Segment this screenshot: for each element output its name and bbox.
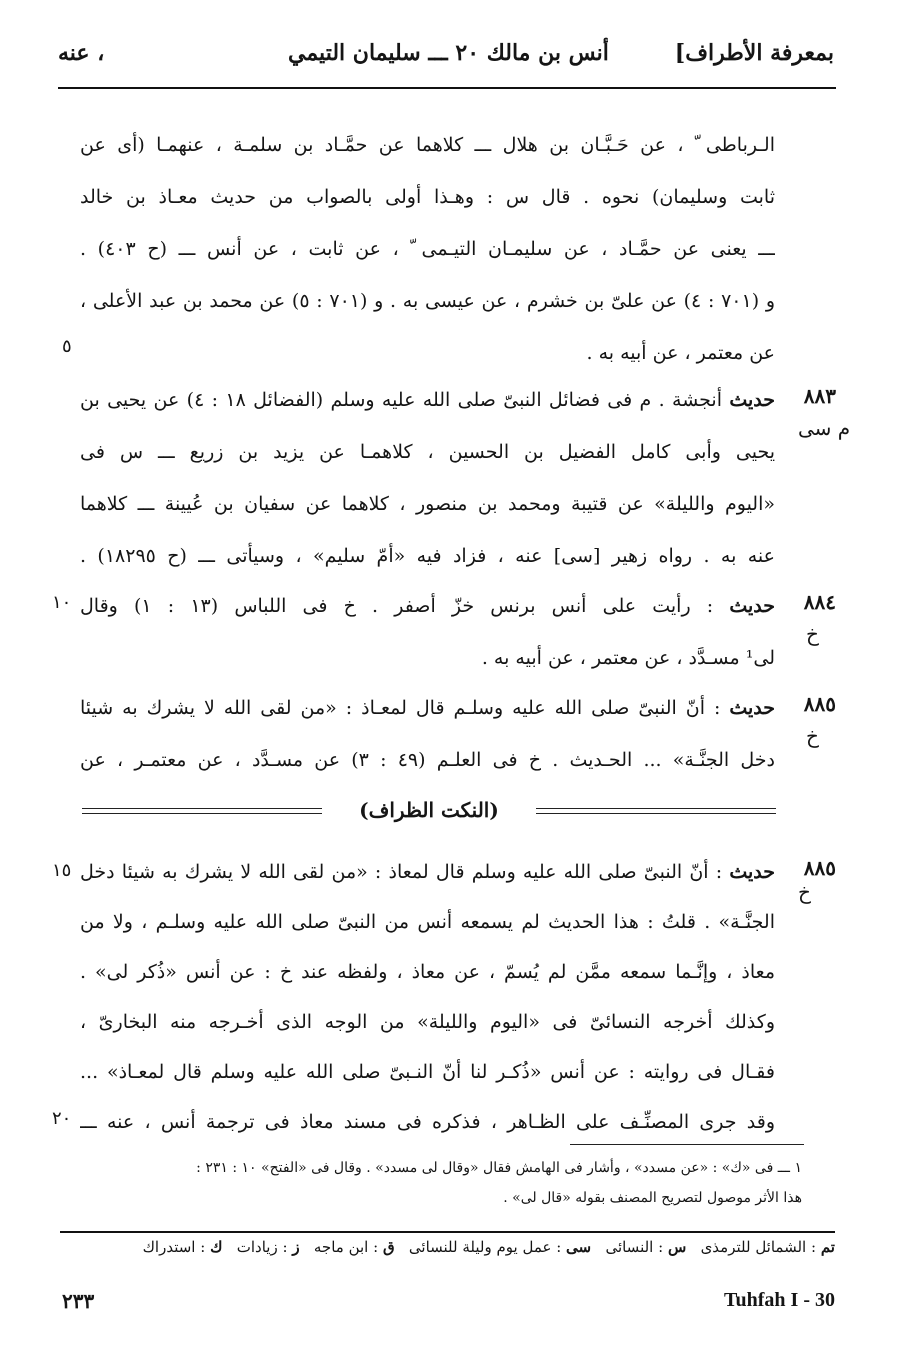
text-line: «اليوم والليلة» عن قتيبة ومحمد بن منصور ، كلاهما عن سفيان بن عُيينة ـــ كلاهما — [80, 493, 775, 515]
page-number: ٢٣٣ — [62, 1289, 95, 1313]
hadith-number: ٨٨٥ — [803, 692, 836, 716]
volume-reference: Tuhfah I - 30 — [724, 1289, 835, 1311]
running-head-suffix: ، عنه — [58, 40, 105, 66]
section-title: (النكت الظراف) — [359, 798, 499, 822]
text-line — [80, 688, 775, 728]
text-line: الـرباطى ّ ، عن حَـبَّـان بن هلال ـــ كلاهما عن حمَّـاد بن سلمـة ، عنهمـا (أى عن — [80, 134, 775, 156]
text-line: عنه به . رواه زهير [سى] عنه ، فزاد فيه «أمّ سليم» ، وسيأتى ـــ (ح ١٨٢٩٥) . — [80, 545, 775, 567]
hadith-siglum: خ — [798, 880, 811, 904]
hadith-siglum: خ — [806, 622, 819, 646]
legend-value: : زيادات — [236, 1238, 288, 1256]
hadith-siglum: م سى — [798, 416, 851, 440]
legend-key: س — [667, 1238, 687, 1256]
footnote-line: ١ ـــ فى «ك» : «عن مسدد» ، وأشار فى الهامش فقال «وقال لى مسدد» . وقال فى «الفتح» ١٠ : ٢٣١ : — [196, 1160, 802, 1176]
legend-key: سى — [566, 1238, 592, 1256]
footnote-line: هذا الأثر موصول لتصريح المصنف بقوله «قال لى» . — [503, 1190, 802, 1206]
legend-value: : استدراك — [142, 1238, 206, 1256]
hadith-text: : أنّ النبىّ صلى الله عليه وسلم قال لمعاذ : «من لقى الله لا يشرك به شيئا دخل — [80, 861, 730, 883]
hadith-lead: حديث — [729, 389, 775, 411]
text-line: دخل الجنَّـة» ... الحـديث . خ فى العلـم (٤٩ : ٣) عن مسـدَّد ، عن معتمـر ، عن — [80, 749, 775, 771]
text-line — [80, 852, 775, 892]
legend-key: ك — [210, 1238, 223, 1256]
margin-line-number: ٥ — [62, 336, 72, 357]
running-head-musnad: أنس بن مالك ٢٠ ـــ سليمان التيمي — [288, 40, 609, 66]
sigla-legend — [60, 1238, 835, 1256]
margin-line-number: ١٠ — [52, 592, 72, 613]
text-line — [80, 380, 775, 420]
text-line: و (٧٠١ : ٤) عن علىّ بن خشرم ، عن عيسى به . و (٧٠١ : ٥) عن محمد بن عبد الأعلى ، — [80, 290, 775, 312]
text-line: معاذ ، وإنَّـما سمعه ممَّن لم يُسمّ ، عن معاذ ، ولفظه عند خ : عن أنس «ذُكر لى» . — [80, 961, 775, 983]
hadith-lead: حديث — [729, 595, 775, 617]
hadith-siglum: خ — [806, 724, 819, 748]
legend-key: ق — [382, 1238, 395, 1256]
text-line: ثابت وسليمان) نحوه . قال س : وهـذا أولى بالصواب من حديث معـاذ بن خالد — [80, 186, 775, 208]
text-line: وكذلك أخرجه النسائىّ فى «اليوم والليلة» من الوجه الذى أخـرجه منه البخارىّ ، — [80, 1011, 775, 1033]
hadith-number: ٨٨٣ — [803, 384, 836, 408]
legend-rule — [60, 1231, 835, 1233]
footnote-rule — [570, 1144, 804, 1145]
hadith-text: : رأيت على أنس برنس خزّ أصفر . خ فى اللباس (١٣ : ١) وقال — [80, 595, 730, 617]
hadith-lead: حديث — [729, 861, 775, 883]
text-line: فقـال فى روايته : عن أنس «ذُكـر لنا أنّ النـبىّ صلى الله عليه وسلم قال لمعـاذ» ... — [80, 1061, 775, 1083]
text-line: عن معتمر ، عن أبيه به . — [586, 342, 775, 364]
header-rule — [58, 87, 836, 89]
margin-line-number: ٢٠ — [52, 1108, 72, 1129]
hadith-text: : أنّ النبىّ صلى الله عليه وسلـم قال لمعـاذ : «من لقى الله لا يشرك به شيئا — [80, 697, 730, 719]
legend-value: : الشمائل للترمذى — [700, 1238, 817, 1256]
divider-rule-left — [82, 808, 322, 814]
running-head — [58, 40, 834, 80]
divider-rule-right — [536, 808, 776, 814]
text-line — [80, 586, 775, 626]
legend-value: : عمل يوم وليلة للنسائى — [408, 1238, 562, 1256]
text-line: لى¹ مسـدَّد ، عن معتمر ، عن أبيه به . — [481, 647, 775, 669]
text-line: يحيى وأبى كامل الفضيل بن الحسين ، كلاهمـا عن يزيد بن زريع ـــ س فى — [80, 441, 775, 463]
text-line: الجنَّـة» . قلتُ : هذا الحديث لم يسمعه أنس من النبىّ صلى الله عليه وسلـم ، ولا من — [80, 911, 775, 933]
hadith-number: ٨٨٤ — [803, 590, 836, 614]
text-line: ـــ يعنى عن حمَّـاد ، عن سليمـان التيـمى ّ ، عن ثابت ، عن أنس ـــ (ح ٤٠٣) . — [80, 238, 775, 260]
hadith-lead: حديث — [729, 697, 775, 719]
hadith-number: ٨٨٥ — [803, 856, 836, 880]
running-head-section-title: بمعرفة الأطراف] — [674, 40, 834, 66]
text-line: وقد جرى المصنِّـف على الظـاهر ، فذكره فى مسند معاذ فى ترجمة أنس ، عنه ـــ — [80, 1111, 775, 1133]
section-divider — [82, 798, 776, 826]
legend-value: : ابن ماجه — [313, 1238, 379, 1256]
legend-key: تم — [820, 1238, 835, 1256]
hadith-text: أنجشة . م فى فضائل النبىّ صلى الله عليه وسلم (الفضائل ١٨ : ٤) عن يحيى بن — [80, 389, 730, 411]
margin-line-number: ١٥ — [52, 860, 72, 881]
legend-key: ز — [292, 1238, 300, 1256]
legend-value: : النسائى — [605, 1238, 664, 1256]
